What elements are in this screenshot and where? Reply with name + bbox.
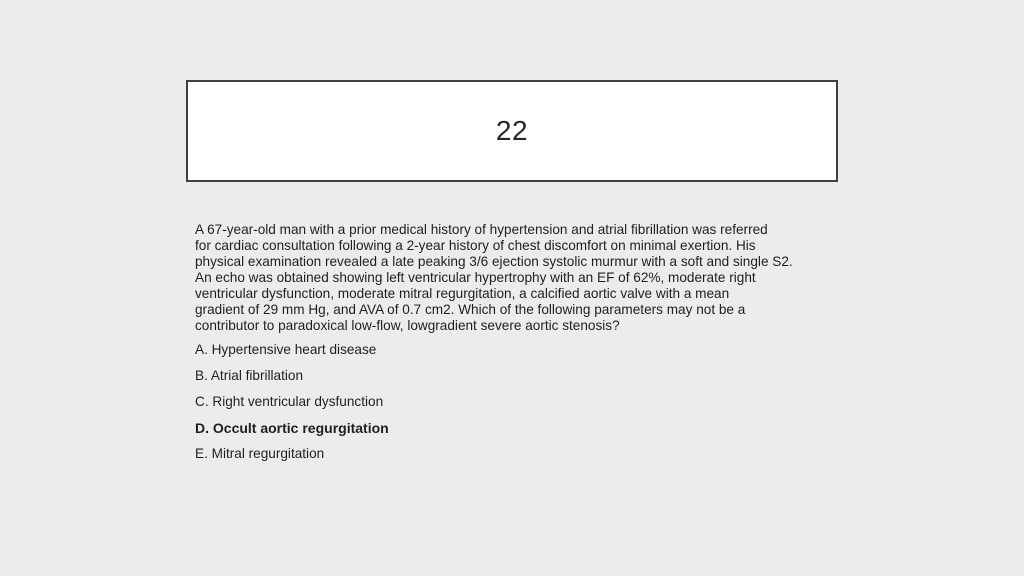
slide-content: [195, 222, 840, 472]
option-a[interactable]: A. Hypertensive heart disease: [195, 342, 377, 357]
option-b[interactable]: B. Atrial fibrillation: [195, 368, 304, 383]
question-line: An echo was obtained showing left ventricular hypertrophy with an EF of 62%, moderate right: [195, 270, 756, 285]
question-line: physical examination revealed a late peaking 3/6 ejection systolic murmur with a soft and single S2.: [195, 254, 793, 269]
option-c[interactable]: C. Right ventricular dysfunction: [195, 394, 384, 409]
slide-title-box: [186, 80, 838, 182]
question-line: A 67-year-old man with a prior medical history of hypertension and atrial fibrillation was referred: [195, 222, 768, 237]
answer-options: [195, 342, 840, 472]
question-line: contributor to paradoxical low-flow, lowgradient severe aortic stenosis?: [195, 318, 620, 333]
question-line: ventricular dysfunction, moderate mitral regurgitation, a calcified aortic valve with a mean: [195, 286, 730, 301]
option-d[interactable]: D. Occult aortic regurgitation: [195, 420, 389, 436]
slide-title: 22: [495, 115, 529, 146]
option-e[interactable]: E. Mitral regurgitation: [195, 446, 325, 461]
question-line: for cardiac consultation following a 2-year history of chest discomfort on minimal exertion. His: [195, 238, 756, 253]
question-line: gradient of 29 mm Hg, and AVA of 0.7 cm2. Which of the following parameters may not be a: [195, 302, 746, 317]
question-text: [195, 222, 840, 334]
